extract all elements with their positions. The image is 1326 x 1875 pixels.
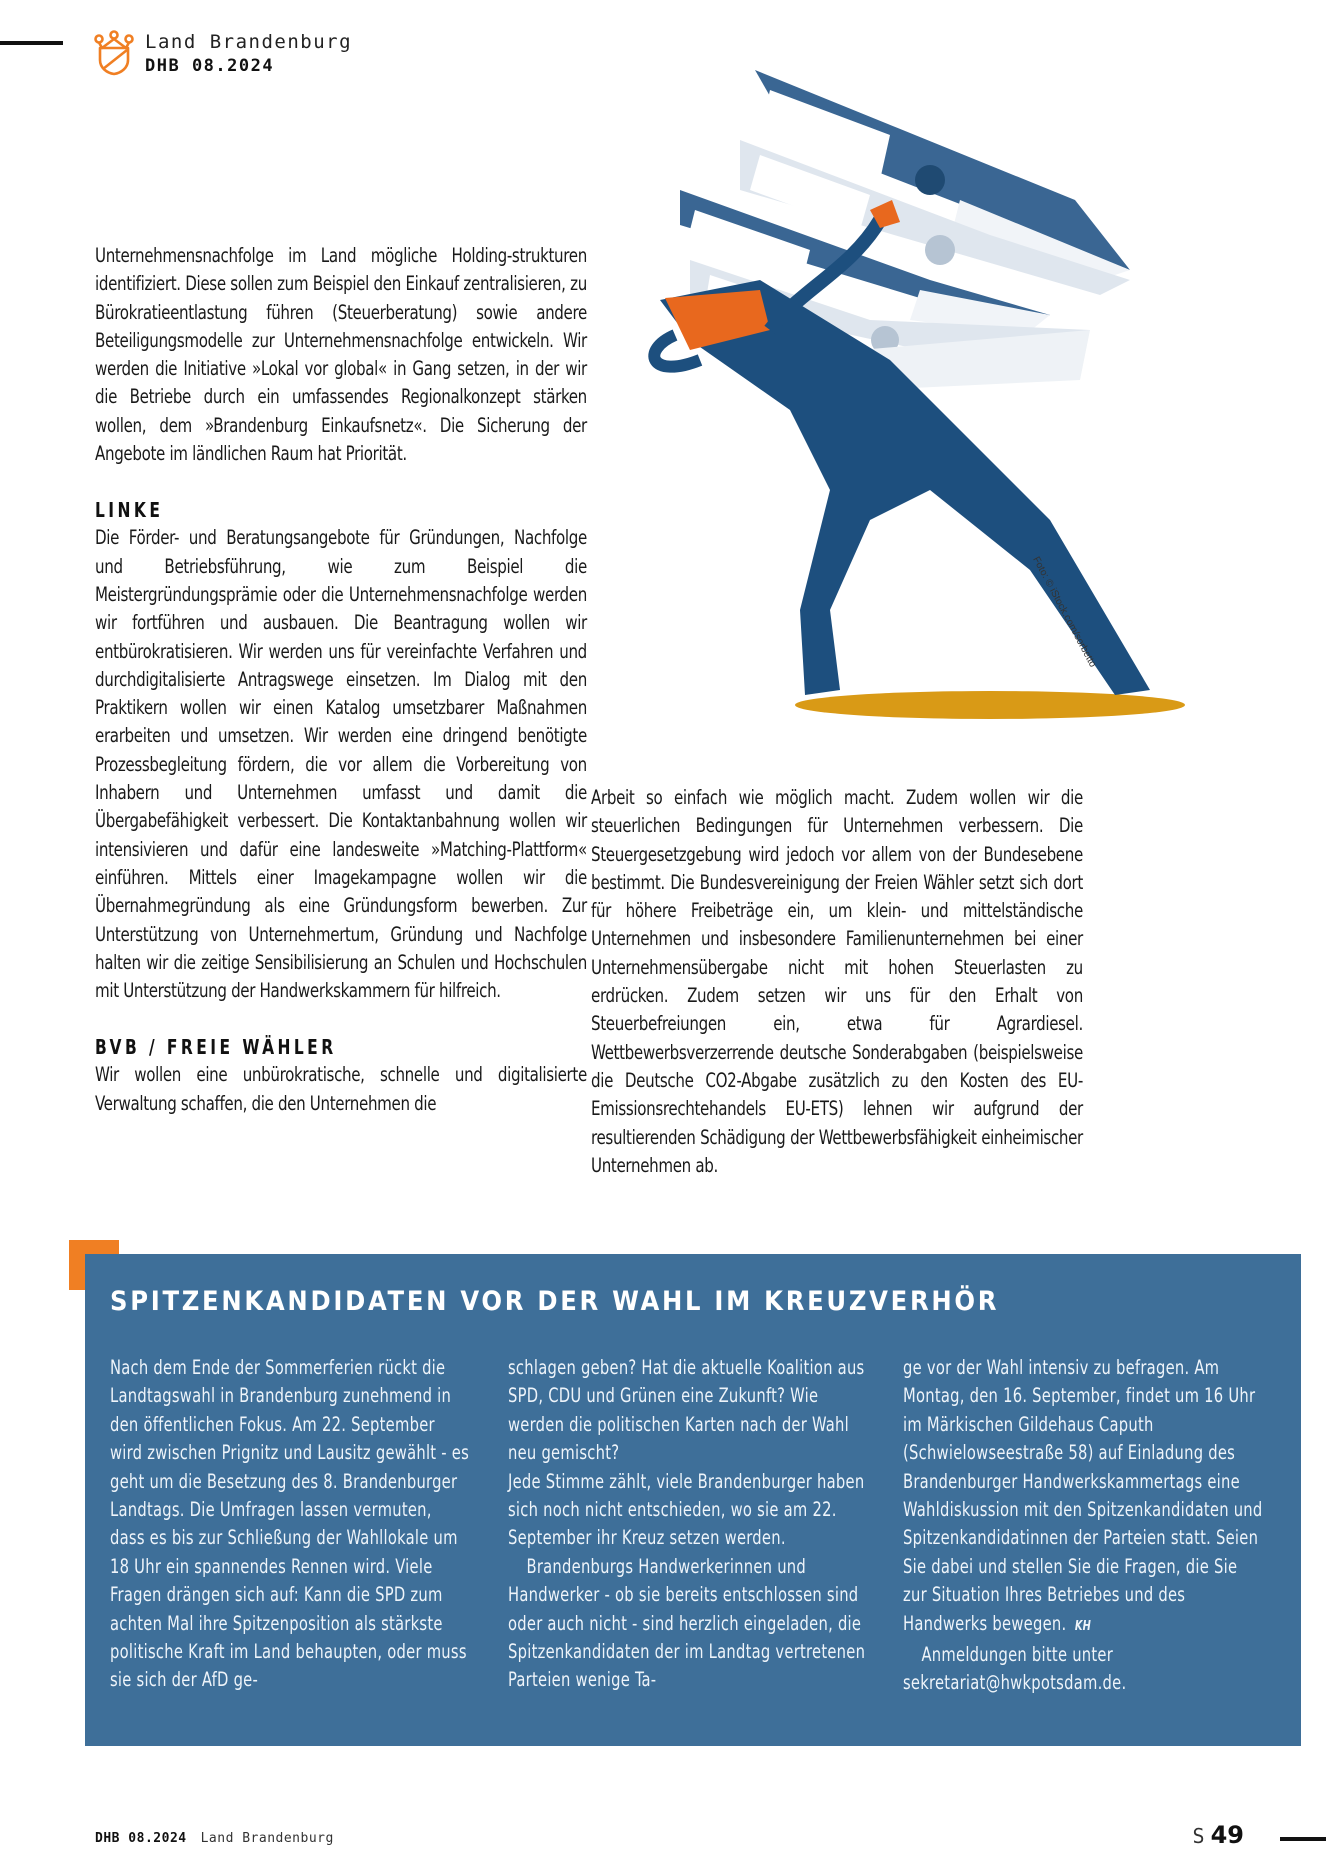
infobox-col2-p3: Brandenburgs Handwerkerinnen und Handwerker - ob sie bereits entschlossen sind oder auch nicht - sind herzlich eingeladen, die Spitzenkandidaten der im Landtag vertretenen Parteien wenige Ta- — [508, 1554, 866, 1692]
page-prefix: S — [1192, 1824, 1205, 1848]
intro-paragraph: Unternehmensnachfolge im Land mögliche Holding-strukturen identifiziert. Diese sollen zum Beispiel den Einkauf zentralisieren, zu Bürokratieentlastung führen (Steuerberatung) sowie andere Beteiligungsmodelle zur Unternehmensnachfolge entwickeln. Wir werden die Initiative »Lokal vor global« in Gang setzen, in der wir die Betriebe durch ein umfassendes Regionalkonzept stärken wollen, dem »Brandenburg Einkaufsnetz«. Die Sicherung der Angebote im ländlichen Raum hat Priorität. — [95, 244, 587, 466]
infobox-col2-p1: schlagen geben? Hat die aktuelle Koalition aus SPD, CDU und Grünen eine Zukunft? Wie werden die politischen Karten nach der Wahl neu gemischt? — [508, 1356, 865, 1465]
page-number-value: 49 — [1210, 1821, 1244, 1849]
top-left-rule — [0, 41, 63, 45]
article-column-1 — [95, 242, 587, 1118]
man-carrying-binders-illustration — [630, 50, 1190, 730]
infobox — [85, 1254, 1301, 1746]
section-text-linke: Die Förder- und Beratungsangebote für Gründungen, Nachfolge und Betriebsführung, wie zum Beispiel die Meistergründungsprämie oder die Unternehmensnachfolge werden wir fortführen und ausbauen. Die Beantragung wollen wir entbürokratisieren. Wir werden uns für vereinfachte Verfahren und durchdigitalisierte Antragswege einsetzen. Im Dialog mit den Praktikern wollen wir einen Katalog umsetzbarer Maßnahmen erarbeiten und umsetzen. Wir werden eine dringend benötigte Prozessbegleitung fördern, die vor allem die Vorbereitung von Inhabern und Unternehmen umfasst und damit die Übergabefähigkeit verbessert. Die Kontaktanbahnung wollen wir intensivieren und dafür eine landesweite »Matching-Plattform« einführen. Mittels einer Imagekampagne wollen wir die Übernahmegründung als eine Gründungsform bewerben. Zur Unterstützung von Unternehmertum, Gründung und Nachfolge halten wir die zeitige Sensibilisierung an Schulen und Hochschulen mit Unterstützung der Handwerkskammern für hilfreich. — [95, 526, 587, 1003]
page-footer — [95, 1831, 334, 1846]
crown-shield-icon — [93, 30, 135, 76]
section-text-bvb-cont: Arbeit so einfach wie möglich macht. Zudem wollen wir die steuerlichen Bedingungen für Unternehmen verbessern. Die Steuergesetzgebung wird jedoch vor allem von der Bundesebene bestimmt. Die Bundesvereinigung der Freien Wähler setzt sich dort für höhere Freibeträge ein, um klein- und mittelständische Unternehmen und insbesondere Familienunternehmen bei einer Unternehmensübergabe nicht mit hohen Steuerlasten zu erdrücken. Zudem setzen wir uns für den Erhalt von Steuerbefreiungen ein, etwa für Agrardiesel. Wettbewerbsverzerrende deutsche Sonderabgaben (beispielsweise die Deutsche CO2-Abgabe zusätzlich zu den Kosten des EU-Emissionsrechtehandels EU-ETS) lehnen wir aufgrund der resultierenden Schädigung der Wettbewerbsfähigkeit einheimischer Unternehmen ab. — [591, 786, 1083, 1177]
author-signature: KH — [1074, 1618, 1092, 1634]
section-heading-linke: LINKE — [95, 498, 164, 523]
page-number — [1193, 1821, 1244, 1849]
infobox-column-2 — [508, 1354, 869, 1695]
infobox-col3-p1 — [903, 1354, 1264, 1641]
header-issue: DHB 08.2024 — [145, 56, 275, 76]
header-region: Land Brandenburg — [145, 31, 353, 53]
infobox-col1-text: Nach dem Ende der Sommerferien rückt die Landtagswahl in Brandenburg zunehmend in den öffentlichen Fokus. Am 22. September wird zwischen Prignitz und Lausitz gewählt - es geht um die Besetzung des 8. Brandenburger Landtags. Die Umfragen lassen vermuten, dass es bis zur Schließung der Wahllokale um 18 Uhr ein spannendes Rennen wird. Viele Fragen drängen sich auf: Kann die SPD zum achten Mal ihre Spitzenposition als stärkste politische Kraft im Land behaupten, oder muss sie sich der AfD ge- — [110, 1356, 470, 1692]
infobox-column-1 — [110, 1354, 471, 1695]
footer-issue: DHB 08.2024 — [95, 1831, 187, 1846]
infobox-col3-p1-text: ge vor der Wahl intensiv zu befragen. Am Montag, den 16. September, findet um 16 Uhr im Märkischen Gildehaus Caputh (Schwielowseestraße 58) auf Einladung des Brandenburger Handwerkskammertags eine Wahldiskussion mit den Spitzenkandidaten und Spitzenkandidatinnen der Parteien statt. Seien Sie dabei und stellen Sie die Fragen, die Sie zur Situation Ihres Betriebes und des Handwerks bewegen. — [903, 1356, 1263, 1635]
infobox-title: SPITZENKANDIDATEN VOR DER WAHL IM KREUZVERHÖR — [110, 1286, 1000, 1317]
section-text-bvb-start: Wir wollen eine unbürokratische, schnelle und digitalisierte Verwaltung schaffen, die den Unternehmen die — [95, 1063, 587, 1115]
infobox-col2-p2: Jede Stimme zählt, viele Brandenburger haben sich noch nicht entschieden, wo sie am 22. September ihr Kreuz setzen werden. — [508, 1469, 865, 1550]
infobox-col3-p2: Anmeldungen bitte unter sekretariat@hwkpotsdam.de. — [903, 1643, 1127, 1695]
section-heading-bvb: BVB / FREIE WÄHLER — [95, 1035, 337, 1060]
page-header — [93, 30, 352, 78]
article-column-2 — [591, 784, 1083, 1180]
footer-region: Land Brandenburg — [200, 1831, 334, 1846]
photo-credit: Foto: © iStock.com/sorbetto — [1030, 555, 1098, 670]
bottom-right-rule — [1280, 1837, 1326, 1841]
infobox-column-3 — [903, 1354, 1264, 1698]
